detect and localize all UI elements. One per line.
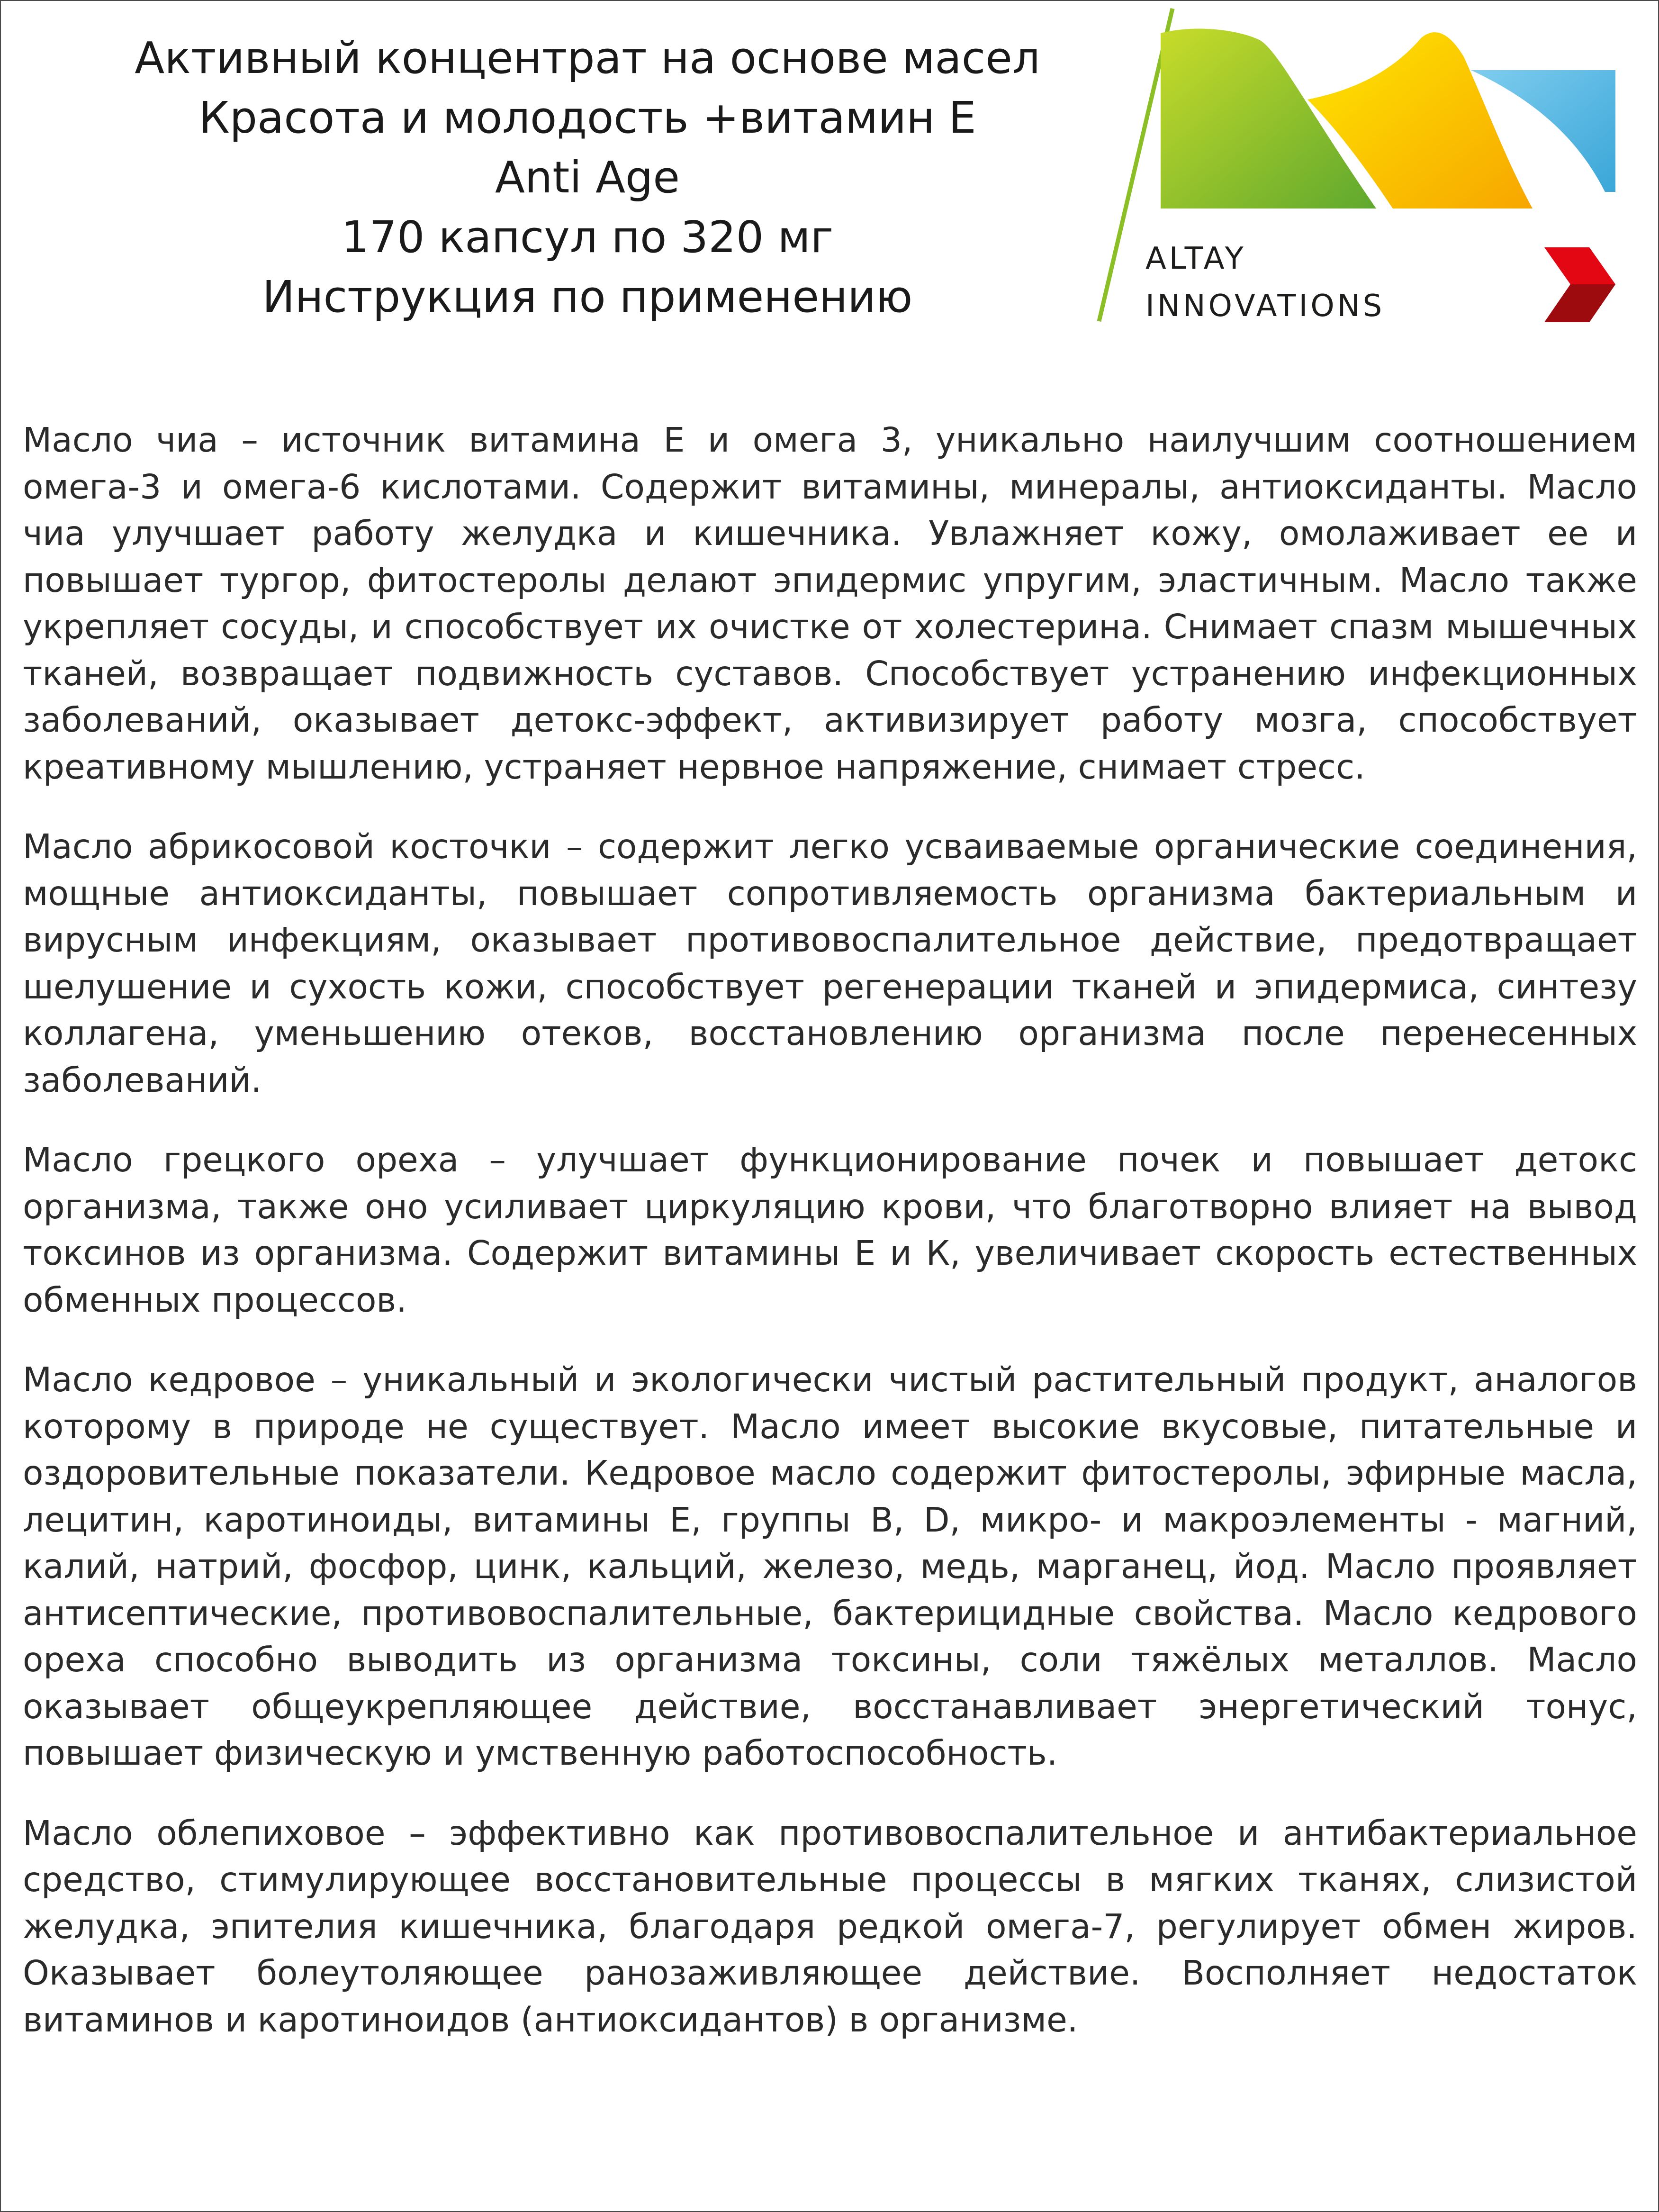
- title-line-4: 170 капсул по 320 мг: [341, 212, 834, 263]
- paragraph-chia-oil: Масло чиа – источник витамина Е и омега 3, уникально наилучшим соотношением омега-3 и омега-6 кислотами. Содержит витамины, минералы, антиоксиданты. Масло чиа улучшает работу желудка и кишечника. Увлажняет кожу, омолаживает ее и повышает тургор, фитостеролы делают эпидермис упругим, эластичным. Масло также укрепляет сосуды, и способствует их очистке от холестерина. Снимает спазм мышечных тканей, возвращает подвижность суставов. Способствует устранению инфекционных заболеваний, оказывает детокс-эффект, активизирует работу мозга, способствует креативному мышлению, устраняет нервное напряжение, снимает стресс.: [23, 420, 1637, 787]
- header: [0, 0, 1659, 360]
- paragraph-walnut-oil: Масло грецкого ореха – улучшает функционирование почек и повышает детокс организма, также оно усиливает циркуляцию крови, что благотворно влияет на вывод токсинов из организма. Содержит витамины Е и К, увеличивает скорость естественных обменных процессов.: [23, 1140, 1637, 1320]
- instruction-body: [23, 417, 1637, 2076]
- logo-text-innovations: INNOVATIONS: [1145, 289, 1385, 324]
- altay-innovations-logo: [1090, 5, 1615, 332]
- logo-red-arrow-shadow: [1544, 284, 1615, 322]
- paragraph-sea-buckthorn-oil: Масло облепиховое – эффективно как противовоспалительное и антибактериальное средство, стимулирующее восстановительные процессы в мягких тканях, слизистой желудка, эпителия кишечника, благодаря редкой омега-7, регулирует обмен жиров. Оказывает болеутоляющее ранозаживляющее действие. Восполняет недостаток витаминов и каротиноидов (антиоксидантов) в организме.: [23, 1813, 1637, 2040]
- title-line-5: Инструкция по применению: [262, 272, 913, 322]
- title-line-1: Активный концентрат на основе масел: [135, 33, 1040, 83]
- title-line-2: Красота и молодость +витамин Е: [198, 92, 976, 143]
- logo-graphic-icon: [1090, 5, 1615, 332]
- logo-text-altay: ALTAY: [1145, 241, 1246, 276]
- paragraph-cedar-oil: Масло кедровое – уникальный и экологически чистый растительный продукт, аналогов которому в природе не существует. Масло имеет высокие вкусовые, питательные и оздоровительные показатели. Кедровое масло содержит фитостеролы, эфирные масла, лецитин, каротиноиды, витамины Е, группы В, D, микро- и макроэлементы - магний, калий, натрий, фосфор, цинк, кальций, железо, медь, марганец, йод. Масло проявляет антисептические, противовоспалительные, бактерицидные свойства. Масло кедрового ореха способно выводить из организма токсины, соли тяжёлых металлов. Масло оказывает общеукрепляющее действие, восстанавливает энергетический тонус, повышает физическую и умственную работоспособность.: [23, 1360, 1637, 1773]
- title-line-3: Anti Age: [495, 152, 680, 203]
- paragraph-apricot-kernel-oil: Масло абрикосовой косточки – содержит легко усваиваемые органические соединения, мощные антиоксиданты, повышает сопротивляемость организма бактериальным и вирусным инфекциям, оказывает противовоспалительное действие, предотвращает шелушение и сухость кожи, способствует регенерации тканей и эпидермиса, синтезу коллагена, уменьшению отеков, восстановлению организма после перенесенных заболеваний.: [23, 827, 1637, 1100]
- product-title: [57, 28, 1118, 327]
